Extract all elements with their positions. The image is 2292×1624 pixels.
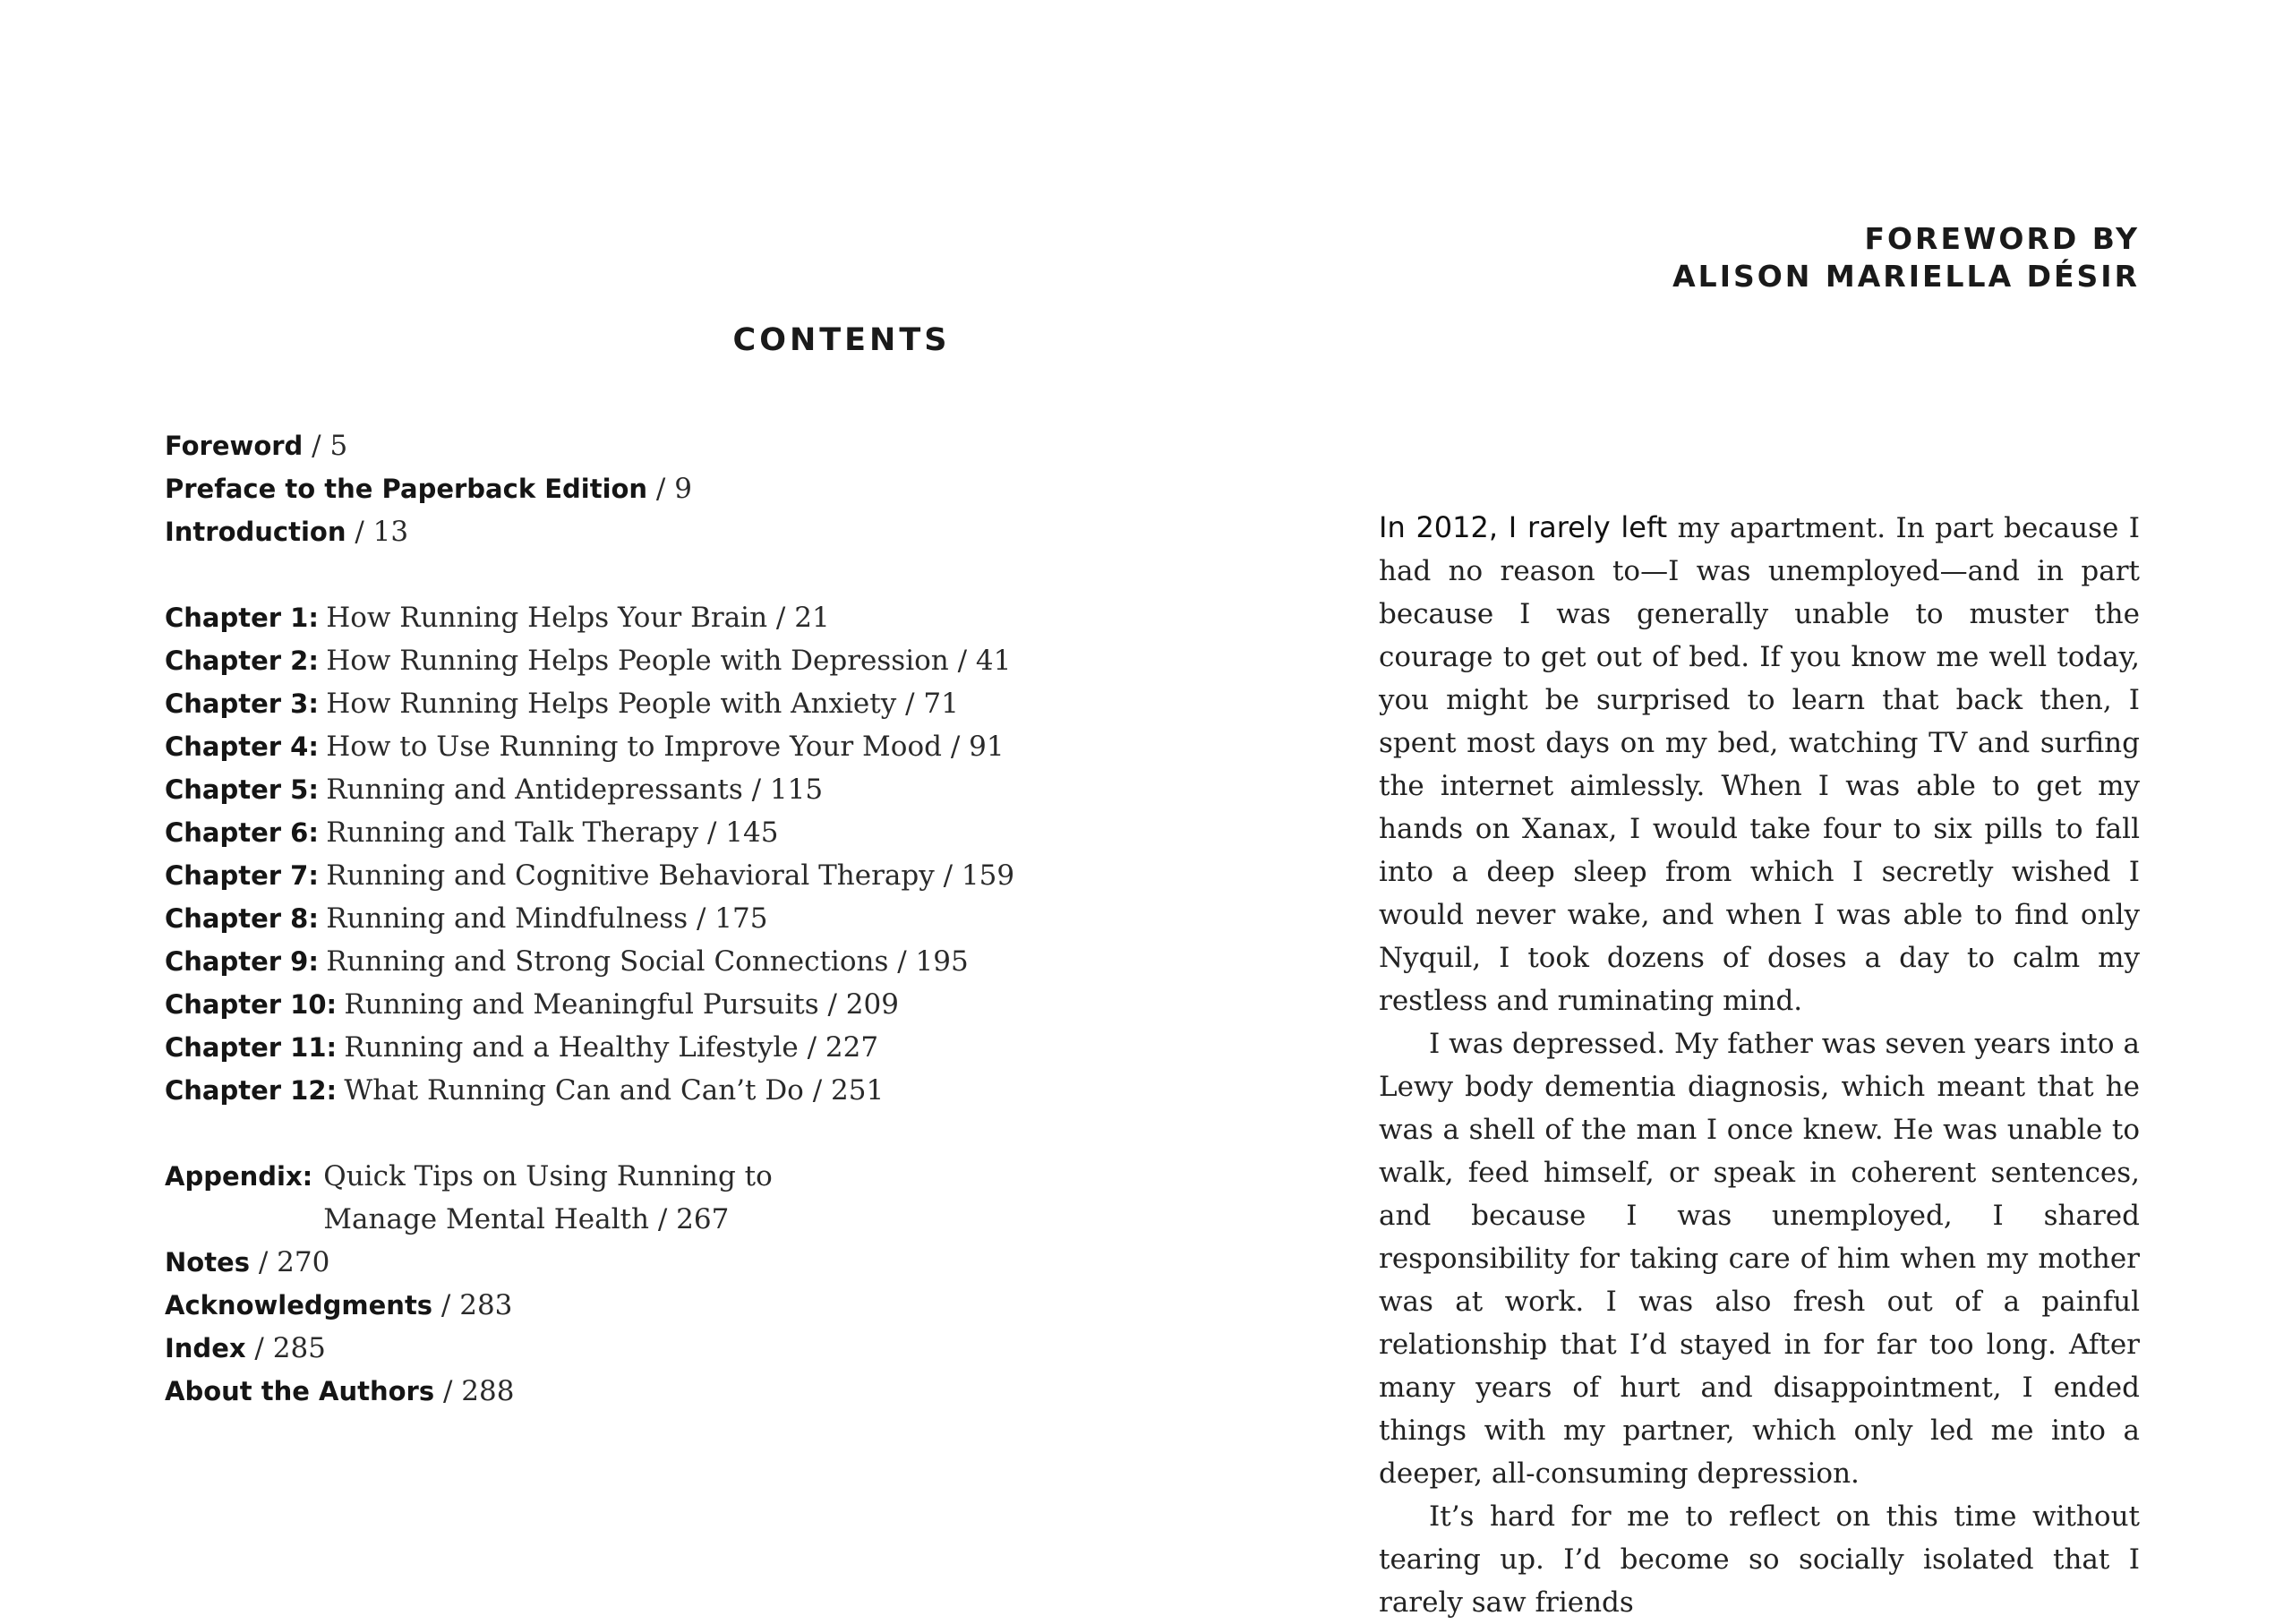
toc-item-page: 13 [372, 516, 409, 548]
toc-item-title: Running and a Healthy Lifestyle [344, 1031, 799, 1064]
toc-item-page: 288 [461, 1375, 515, 1407]
toc-appendix-item[interactable]: Appendix: Quick Tips on Using Running to Manage Mental Health / 267 [165, 1155, 1060, 1241]
toc-chapter-item[interactable]: Chapter 11: Running and a Healthy Lifestyle / 227 [165, 1031, 879, 1064]
toc-item-label: Appendix: [165, 1161, 313, 1192]
toc-item-label: Chapter 10: [165, 989, 338, 1020]
toc-item[interactable]: About the Authors / 288 [165, 1375, 515, 1407]
toc-item-page: 115 [769, 774, 824, 806]
toc-spacer [165, 553, 1060, 596]
toc-item-title: How to Use Running to Improve Your Mood [326, 731, 942, 763]
toc-item-label: Chapter 12: [165, 1075, 338, 1106]
toc-item-page: 283 [459, 1289, 513, 1321]
toc-item[interactable]: Preface to the Paperback Edition / 9 [165, 473, 692, 505]
foreword-paragraph: It’s hard for me to reflect on this time without tearing up. I’d become so socially isolated that I rarely saw friends [1379, 1500, 2140, 1619]
toc-chapter-item[interactable]: Chapter 1: How Running Helps Your Brain / 21 [165, 602, 830, 634]
toc-chapter-item[interactable]: Chapter 4: How to Use Running to Improve Your Mood / 91 [165, 731, 1005, 763]
toc-chapter-item[interactable]: Chapter 7: Running and Cognitive Behavioral Therapy / 159 [165, 859, 1015, 892]
toc-item-label: Acknowledgments [165, 1290, 433, 1321]
foreword-heading-author: ALISON MARIELLA DÉSIR [1672, 259, 2140, 294]
toc-item-page: 71 [923, 688, 959, 720]
toc-item-label: About the Authors [165, 1376, 435, 1406]
toc-chapter-item[interactable]: Chapter 5: Running and Antidepressants / 115 [165, 774, 824, 806]
foreword-heading [1672, 220, 2140, 295]
toc-spacer [165, 1112, 1060, 1155]
toc-item-title: Running and Strong Social Connections [326, 945, 889, 978]
toc-item-label: Chapter 2: [165, 645, 319, 676]
foreword-paragraph: I was depressed. My father was seven years into a Lewy body dementia diagnosis, which meant that he was a shell of the man I once knew. He was unable to walk, feed himself, or speak in coherent sentences, and because I was unemployed, I shared responsibility for taking care of him when my mother was at work. I was also fresh out of a painful relationship that I’d stayed in for far too long. After many years of hurt and disappointment, I ended things with my partner, which only led me into a deeper, all-consuming depression. [1379, 1028, 2140, 1490]
toc-item-label: Chapter 11: [165, 1032, 338, 1063]
toc-item-label: Chapter 3: [165, 688, 319, 719]
toc-item-title: How Running Helps Your Brain [326, 602, 768, 634]
toc-item-page: 270 [277, 1246, 330, 1278]
toc-item[interactable]: Acknowledgments / 283 [165, 1289, 513, 1321]
toc-chapter-item[interactable]: Chapter 2: How Running Helps People with Depression / 41 [165, 645, 1012, 677]
toc-item-title: How Running Helps People with Anxiety [326, 688, 897, 720]
toc-chapter-item[interactable]: Chapter 8: Running and Mindfulness / 175 [165, 902, 768, 935]
toc-item-page: 21 [794, 602, 830, 634]
toc-chapter-item[interactable]: Chapter 10: Running and Meaningful Pursuits / 209 [165, 988, 899, 1021]
toc-chapter-item[interactable]: Chapter 12: What Running Can and Can’t Do / 251 [165, 1074, 885, 1107]
toc-item-page: 9 [674, 473, 692, 505]
toc-item-page: 145 [725, 816, 779, 849]
toc-item-label: Preface to the Paperback Edition [165, 474, 648, 504]
foreword-paragraph [1379, 506, 2140, 1022]
toc-item-page: 267 [676, 1203, 730, 1235]
toc-item-label: Chapter 5: [165, 774, 319, 805]
toc-item-title: Running and Mindfulness [326, 902, 688, 935]
toc-item-title: Running and Meaningful Pursuits [344, 988, 819, 1021]
toc-item-label: Chapter 7: [165, 860, 319, 891]
toc-item-page: 227 [825, 1031, 879, 1064]
toc-item-label: Index [165, 1333, 246, 1363]
toc-item-page: 209 [845, 988, 899, 1021]
contents-page [0, 0, 1146, 1528]
toc-item-label: Foreword [165, 431, 304, 461]
toc-chapter-item[interactable]: Chapter 3: How Running Helps People with Anxiety / 71 [165, 688, 959, 720]
toc-item-page: 285 [272, 1332, 326, 1364]
paragraph-text: my apartment. In part because I had no reason to—I was unemployed—and in part because I was generally unable to muster the courage to get out of bed. If you know me well today, you might be surprised to learn that back then, I spent most days on my bed, watching TV and surfing the internet aimlessly. When I was able to get my hands on Xanax, I would take four to six pills to fall into a deep sleep from which I secretly wished I would never wake, and when I was able to find only Nyquil, I took dozens of doses a day to calm my restless and ruminating mind. [1379, 512, 2141, 1017]
toc-item-page: 251 [831, 1074, 885, 1107]
toc-item[interactable]: Notes / 270 [165, 1246, 330, 1278]
toc-item-page: 41 [975, 645, 1012, 677]
toc-item-label: Chapter 9: [165, 946, 319, 977]
toc-chapter-item[interactable]: Chapter 9: Running and Strong Social Connections / 195 [165, 945, 969, 978]
toc-item-title: Running and Antidepressants [326, 774, 743, 806]
toc-item-page: 5 [329, 430, 348, 462]
toc-chapter-item[interactable]: Chapter 6: Running and Talk Therapy / 145 [165, 816, 779, 849]
toc-item-page: 175 [714, 902, 768, 935]
toc-item[interactable]: Index / 285 [165, 1332, 326, 1364]
toc-item-title: Running and Cognitive Behavioral Therapy [326, 859, 935, 892]
toc-item-label: Introduction [165, 517, 346, 547]
toc-item-title: How Running Helps People with Depression [326, 645, 949, 677]
toc-item-title: Running and Talk Therapy [326, 816, 699, 849]
toc-item[interactable]: Introduction / 13 [165, 516, 409, 548]
toc-item-label: Chapter 1: [165, 603, 319, 633]
foreword-page [1146, 0, 2292, 1619]
toc-item-label: Chapter 6: [165, 817, 319, 848]
toc-item-title: What Running Can and Can’t Do [344, 1074, 804, 1107]
foreword-heading-line1: FOREWORD BY [1864, 221, 2140, 256]
toc-item-label: Chapter 4: [165, 731, 319, 762]
toc-item-page: 159 [961, 859, 1015, 892]
toc-item-title: Quick Tips on Using Running to Manage Mental Health [323, 1160, 773, 1235]
toc-item-label: Notes [165, 1247, 250, 1278]
toc-item-label: Chapter 8: [165, 903, 319, 934]
foreword-body [1379, 506, 2140, 1624]
toc-item-page: 195 [915, 945, 969, 978]
lead-in-text: In 2012, I rarely left [1379, 510, 1668, 544]
table-of-contents [165, 424, 1060, 1413]
toc-item[interactable]: Foreword / 5 [165, 430, 348, 462]
toc-item-page: 91 [969, 731, 1005, 763]
contents-title: CONTENTS [732, 322, 951, 358]
